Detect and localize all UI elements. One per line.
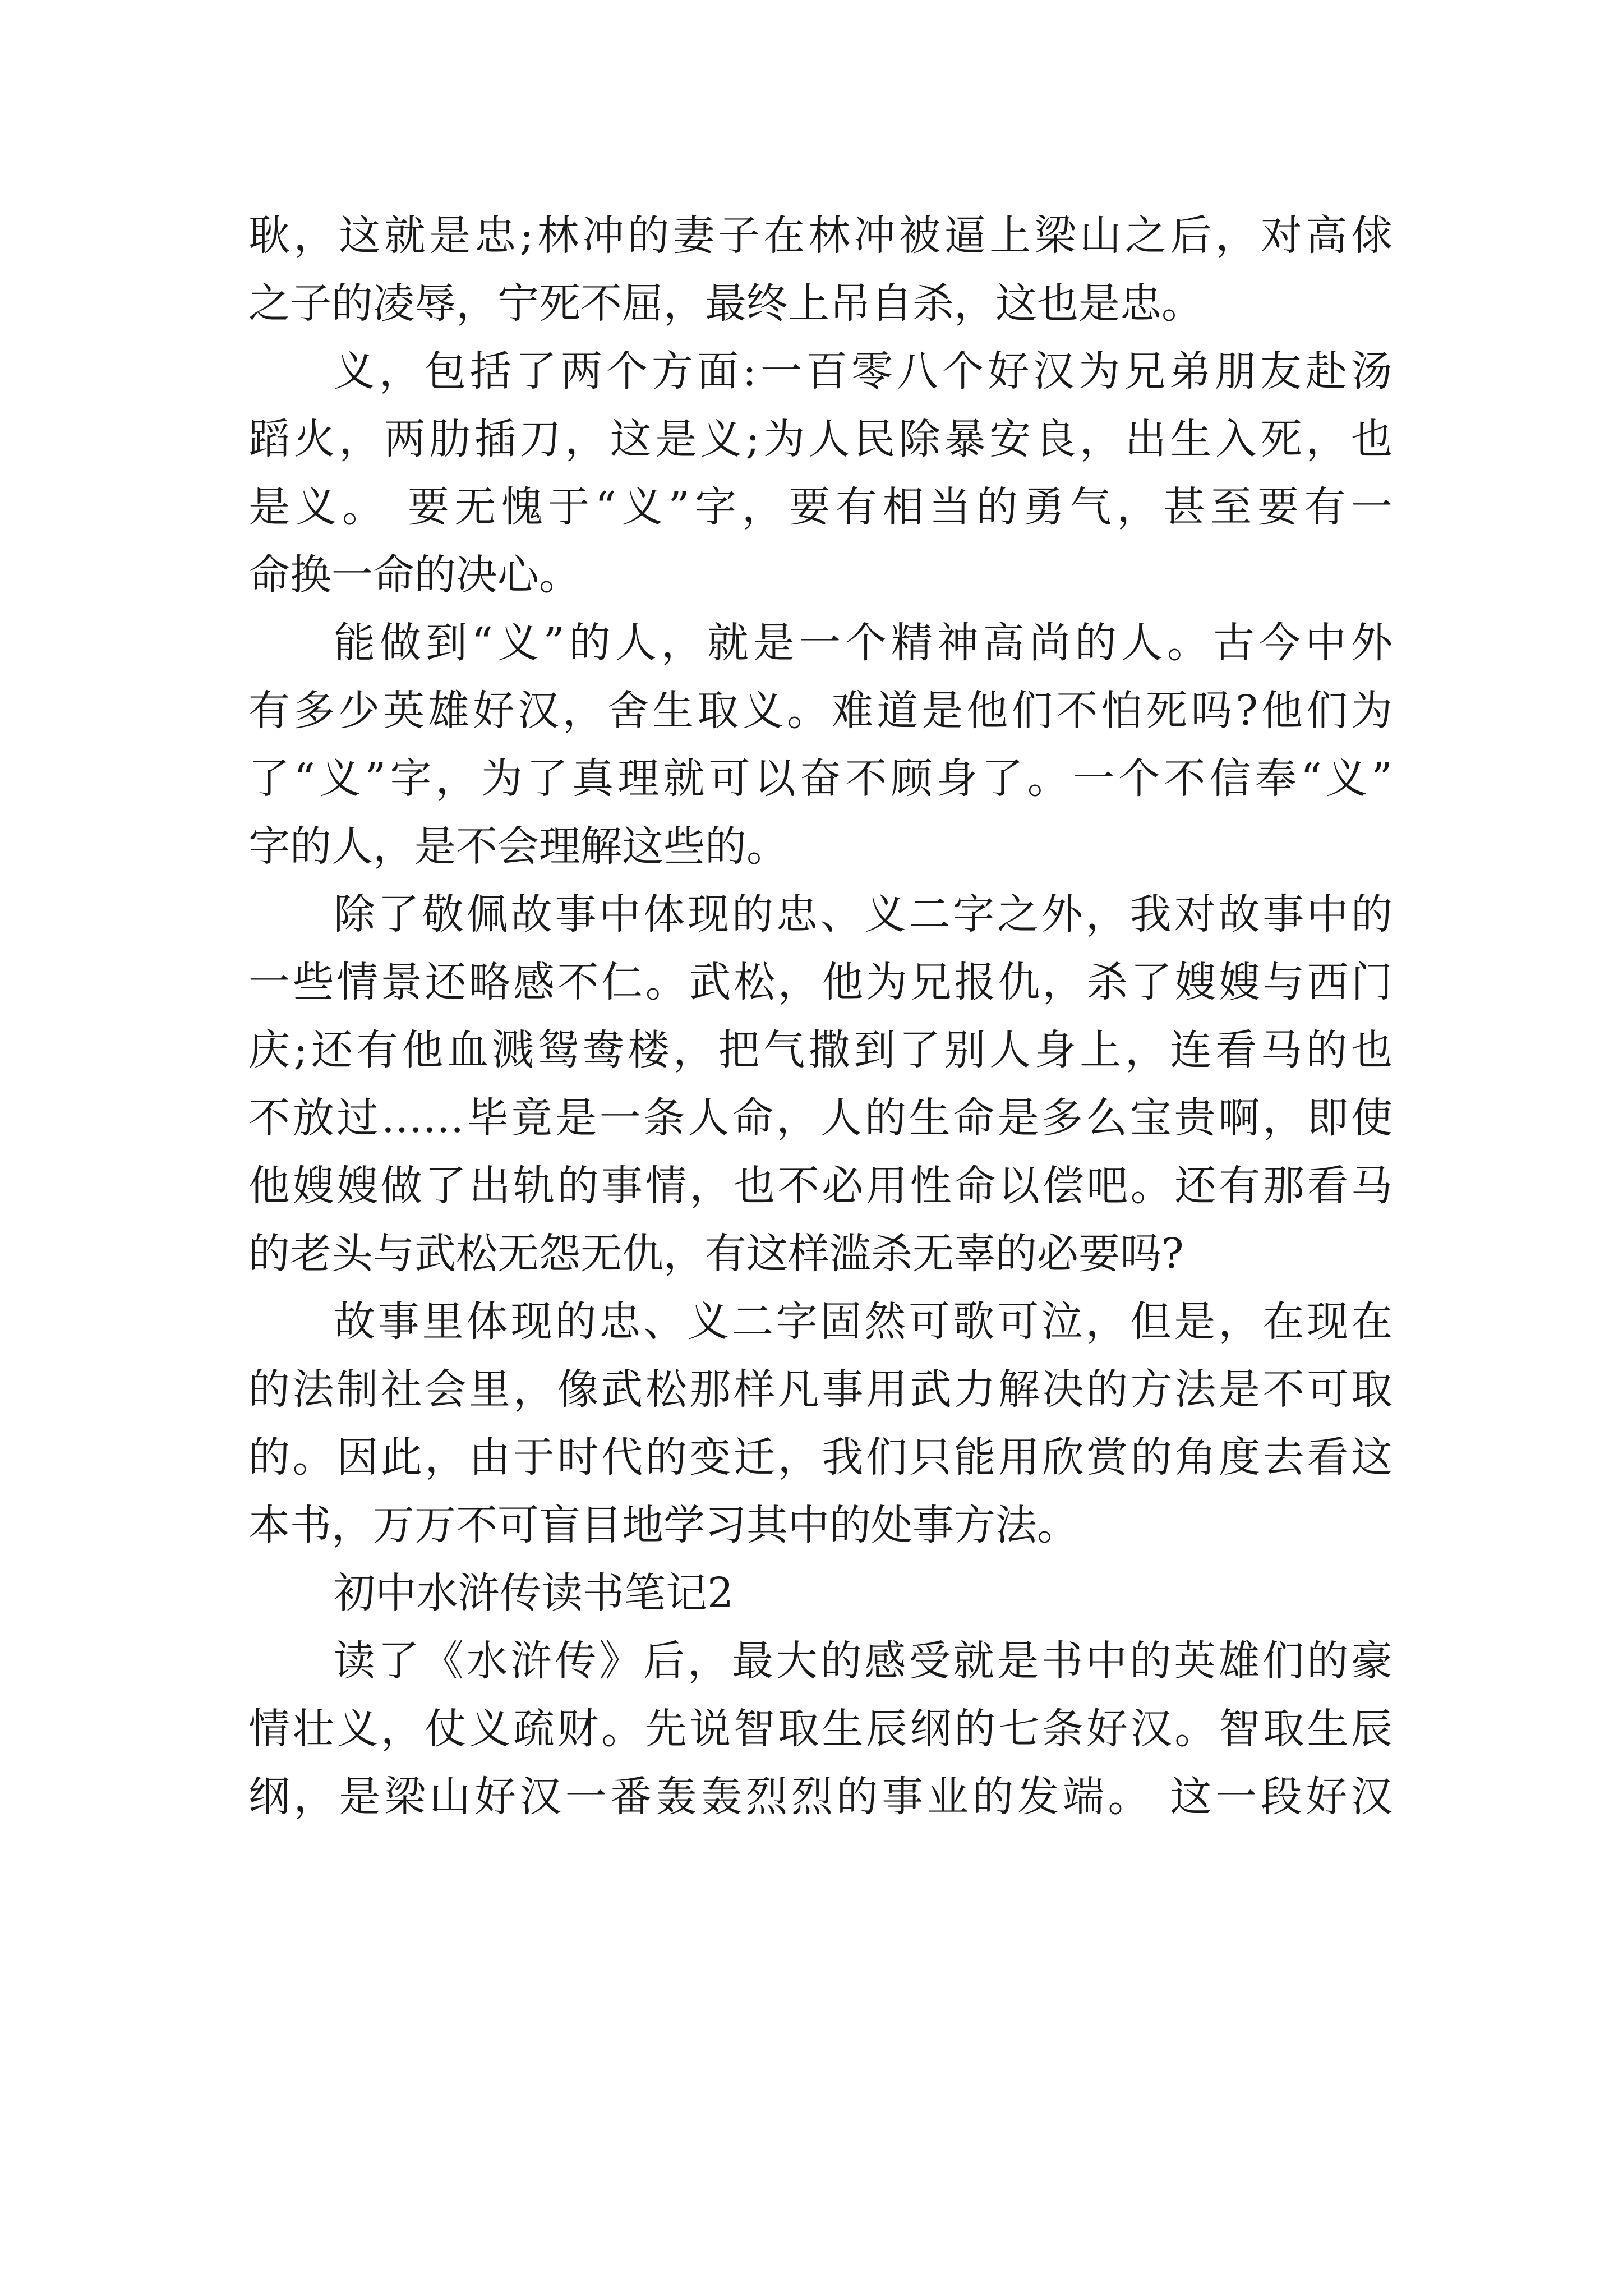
text-line: 不放过……毕竟是一条人命，人的生命是多么宝贵啊，即使 <box>248 1094 1393 1142</box>
text-line: 是义。 要无愧于“义”字，要有相当的勇气，甚至要有一 <box>248 483 1393 531</box>
text-line: 的老头与武松无怨无仇，有这样滥杀无辜的必要吗? <box>248 1230 1184 1278</box>
text-line: 情壮义，仗义疏财。先说智取生辰纲的七条好汉。智取生辰 <box>248 1705 1393 1753</box>
paragraph <box>248 609 1393 881</box>
text-line: 字的人，是不会理解这些的。 <box>248 822 788 871</box>
paragraph <box>248 1288 1393 1559</box>
paragraph <box>248 1559 1393 1627</box>
text-line: 的。因此，由于时代的变迁，我们只能用欣赏的角度去看这 <box>248 1433 1393 1481</box>
text-line: 义，包括了两个方面:一百零八个好汉为兄弟朋友赴汤 <box>334 347 1393 395</box>
text-line: 之子的凌辱，宁死不屈，最终上吊自杀，这也是忠。 <box>248 279 1203 328</box>
text-line: 除了敬佩故事中体现的忠、义二字之外，我对故事中的 <box>334 890 1393 938</box>
paragraph <box>248 202 1393 338</box>
text-line: 他嫂嫂做了出轨的事情，也不必用性命以偿吧。还有那看马 <box>248 1162 1393 1210</box>
text-line: 庆;还有他血溅鸳鸯楼，把气撒到了别人身上，连看马的也 <box>248 1026 1393 1074</box>
document-body <box>248 202 1393 1831</box>
text-line: 有多少英雄好汉，舍生取义。难道是他们不怕死吗?他们为 <box>248 687 1393 735</box>
text-line: 本书，万万不可盲目地学习其中的处事方法。 <box>248 1501 1078 1549</box>
text-line: 一些情景还略感不仁。武松，他为兄报仇，杀了嫂嫂与西门 <box>248 958 1393 1006</box>
text-line: 初中水浒传读书笔记2 <box>334 1569 734 1617</box>
text-line: 了“义”字，为了真理就可以奋不顾身了。一个不信奉“义” <box>248 754 1393 803</box>
paragraph <box>248 1627 1393 1831</box>
text-line: 耿，这就是忠;林冲的妻子在林冲被逼上梁山之后，对高俅 <box>248 211 1393 260</box>
paragraph <box>248 338 1393 609</box>
paragraph <box>248 881 1393 1288</box>
text-line: 命换一命的决心。 <box>248 551 580 599</box>
text-line: 蹈火，两肋插刀，这是义;为人民除暴安良，出生入死，也 <box>248 415 1393 463</box>
text-line: 读了《水浒传》后，最大的感受就是书中的英雄们的豪 <box>334 1637 1393 1685</box>
text-line: 故事里体现的忠、义二字固然可歌可泣，但是，在现在 <box>334 1297 1393 1346</box>
text-line: 纲，是梁山好汉一番轰轰烈烈的事业的发端。 这一段好汉 <box>248 1773 1393 1821</box>
text-line: 的法制社会里，像武松那样凡事用武力解决的方法是不可取 <box>248 1365 1393 1414</box>
text-line: 能做到“义”的人，就是一个精神高尚的人。古今中外 <box>334 619 1393 667</box>
